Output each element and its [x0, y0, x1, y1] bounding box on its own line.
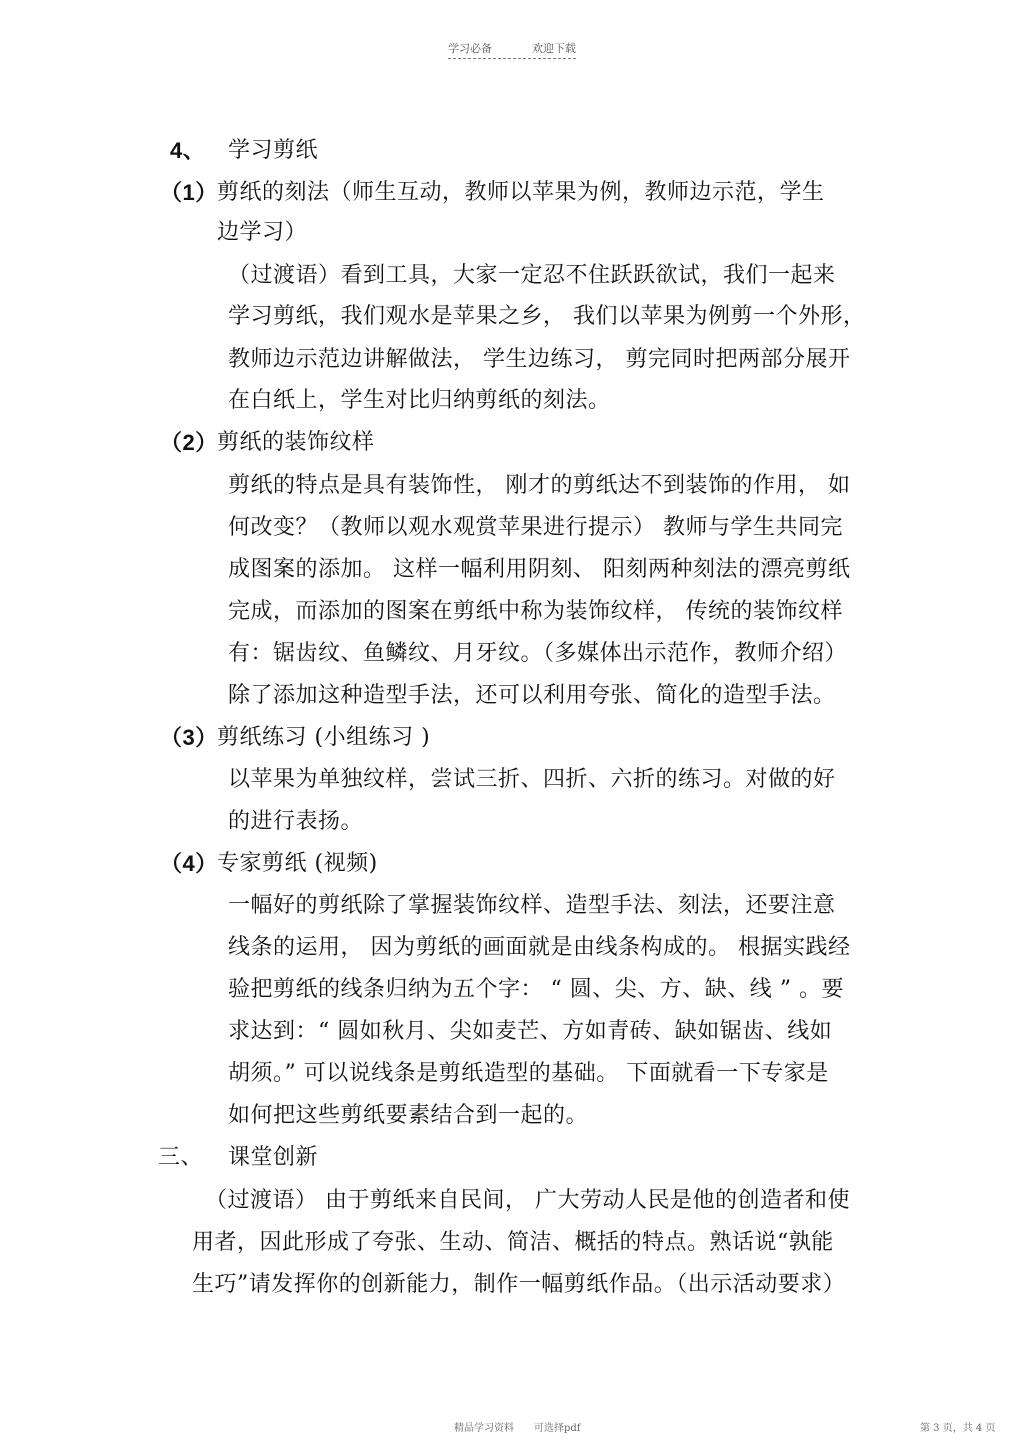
item-3-label: （3） — [160, 725, 218, 750]
section-3-title: 课堂创新 — [228, 1145, 319, 1170]
item-1-title: 剪纸的刻法（师生互动，教师以苹果为例，教师边示范，学生 — [217, 180, 825, 205]
item-2-title: 剪纸的装饰纹样 — [217, 430, 375, 455]
paragraph-line: （过渡语） 由于剪纸来自民间， 广大劳动人民是他的创造者和使 — [205, 1188, 850, 1213]
footer-page-number: 第 3 页，共 4 页 — [920, 1423, 996, 1434]
paragraph-line: 线条的运用， 因为剪纸的画面就是由线条构成的。 根据实践经 — [228, 935, 851, 960]
paragraph-line: 的进行表扬。 — [228, 809, 364, 834]
page-header — [448, 40, 576, 56]
section-4-number: 4、 — [170, 138, 206, 163]
item-2-label: （2） — [160, 430, 218, 455]
item-1-title-cont: 边学习） — [217, 220, 308, 245]
paragraph-line: 一幅好的剪纸除了掌握装饰纹样、造型手法、刻法，还要注意 — [228, 893, 836, 918]
section-4-title: 学习剪纸 — [228, 138, 319, 163]
section-3-number: 三、 — [158, 1145, 204, 1170]
header-divider — [448, 58, 576, 59]
paragraph-line: 成图案的添加。 这样一幅利用阴刻、 阳刻两种刻法的漂亮剪纸 — [228, 557, 851, 582]
paragraph-line: 求达到：“ 圆如秋月、尖如麦芒、方如青砖、缺如锯齿、线如 — [228, 1019, 833, 1044]
header-left-text: 学习必备 — [448, 42, 492, 55]
item-1-label: （1） — [160, 180, 218, 205]
paragraph-line: 如何把这些剪纸要素结合到一起的。 — [228, 1103, 589, 1128]
paragraph-line: 完成，而添加的图案在剪纸中称为装饰纹样， 传统的装饰纹样 — [228, 599, 843, 624]
paragraph-line: 学习剪纸，我们观水是苹果之乡， 我们以苹果为例剪一个外形， — [228, 304, 866, 329]
paragraph-line: 有：锯齿纹、鱼鳞纹、月牙纹。（多媒体出示范作，教师介绍） — [228, 641, 848, 666]
paragraph-line: 除了添加这种造型手法，还可以利用夸张、简化的造型手法。 — [228, 683, 836, 708]
paragraph-line: 在白纸上，学生对比归纳剪纸的刻法。 — [228, 388, 611, 413]
item-4-label: （4） — [160, 851, 218, 876]
paragraph-line: 胡须。” 可以说线条是剪纸造型的基础。 下面就看一下专家是 — [228, 1061, 829, 1086]
paragraph-line: 何改变？（教师以观水观赏苹果进行提示） 教师与学生共同完 — [228, 515, 843, 540]
footer-left-text: 精品学习资料 可选择pdf — [454, 1423, 581, 1434]
paragraph-line: （过渡语）看到工具，大家一定忍不住跃跃欲试，我们一起来 — [228, 263, 836, 288]
paragraph-line: 验把剪纸的线条归纳为五个字： “ 圆、尖、方、缺、线 ” 。要 — [228, 977, 844, 1002]
paragraph-line: 剪纸的特点是具有装饰性， 刚才的剪纸达不到装饰的作用， 如 — [228, 473, 851, 498]
paragraph-line: 以苹果为单独纹样，尝试三折、四折、六折的练习。对做的好 — [228, 767, 836, 792]
item-3-title: 剪纸练习 (小组练习 ) — [217, 725, 431, 750]
paragraph-line: 教师边示范边讲解做法， 学生边练习， 剪完同时把两部分展开 — [228, 347, 851, 372]
paragraph-line: 生巧”请发挥你的创新能力，制作一幅剪纸作品。（出示活动要求） — [192, 1272, 846, 1297]
paragraph-line: 用者，因此形成了夸张、生动、简洁、概括的特点。熟话说“孰能 — [192, 1230, 834, 1255]
item-4-title: 专家剪纸 (视频) — [217, 851, 378, 876]
header-right-text: 欢迎下载 — [532, 42, 576, 55]
